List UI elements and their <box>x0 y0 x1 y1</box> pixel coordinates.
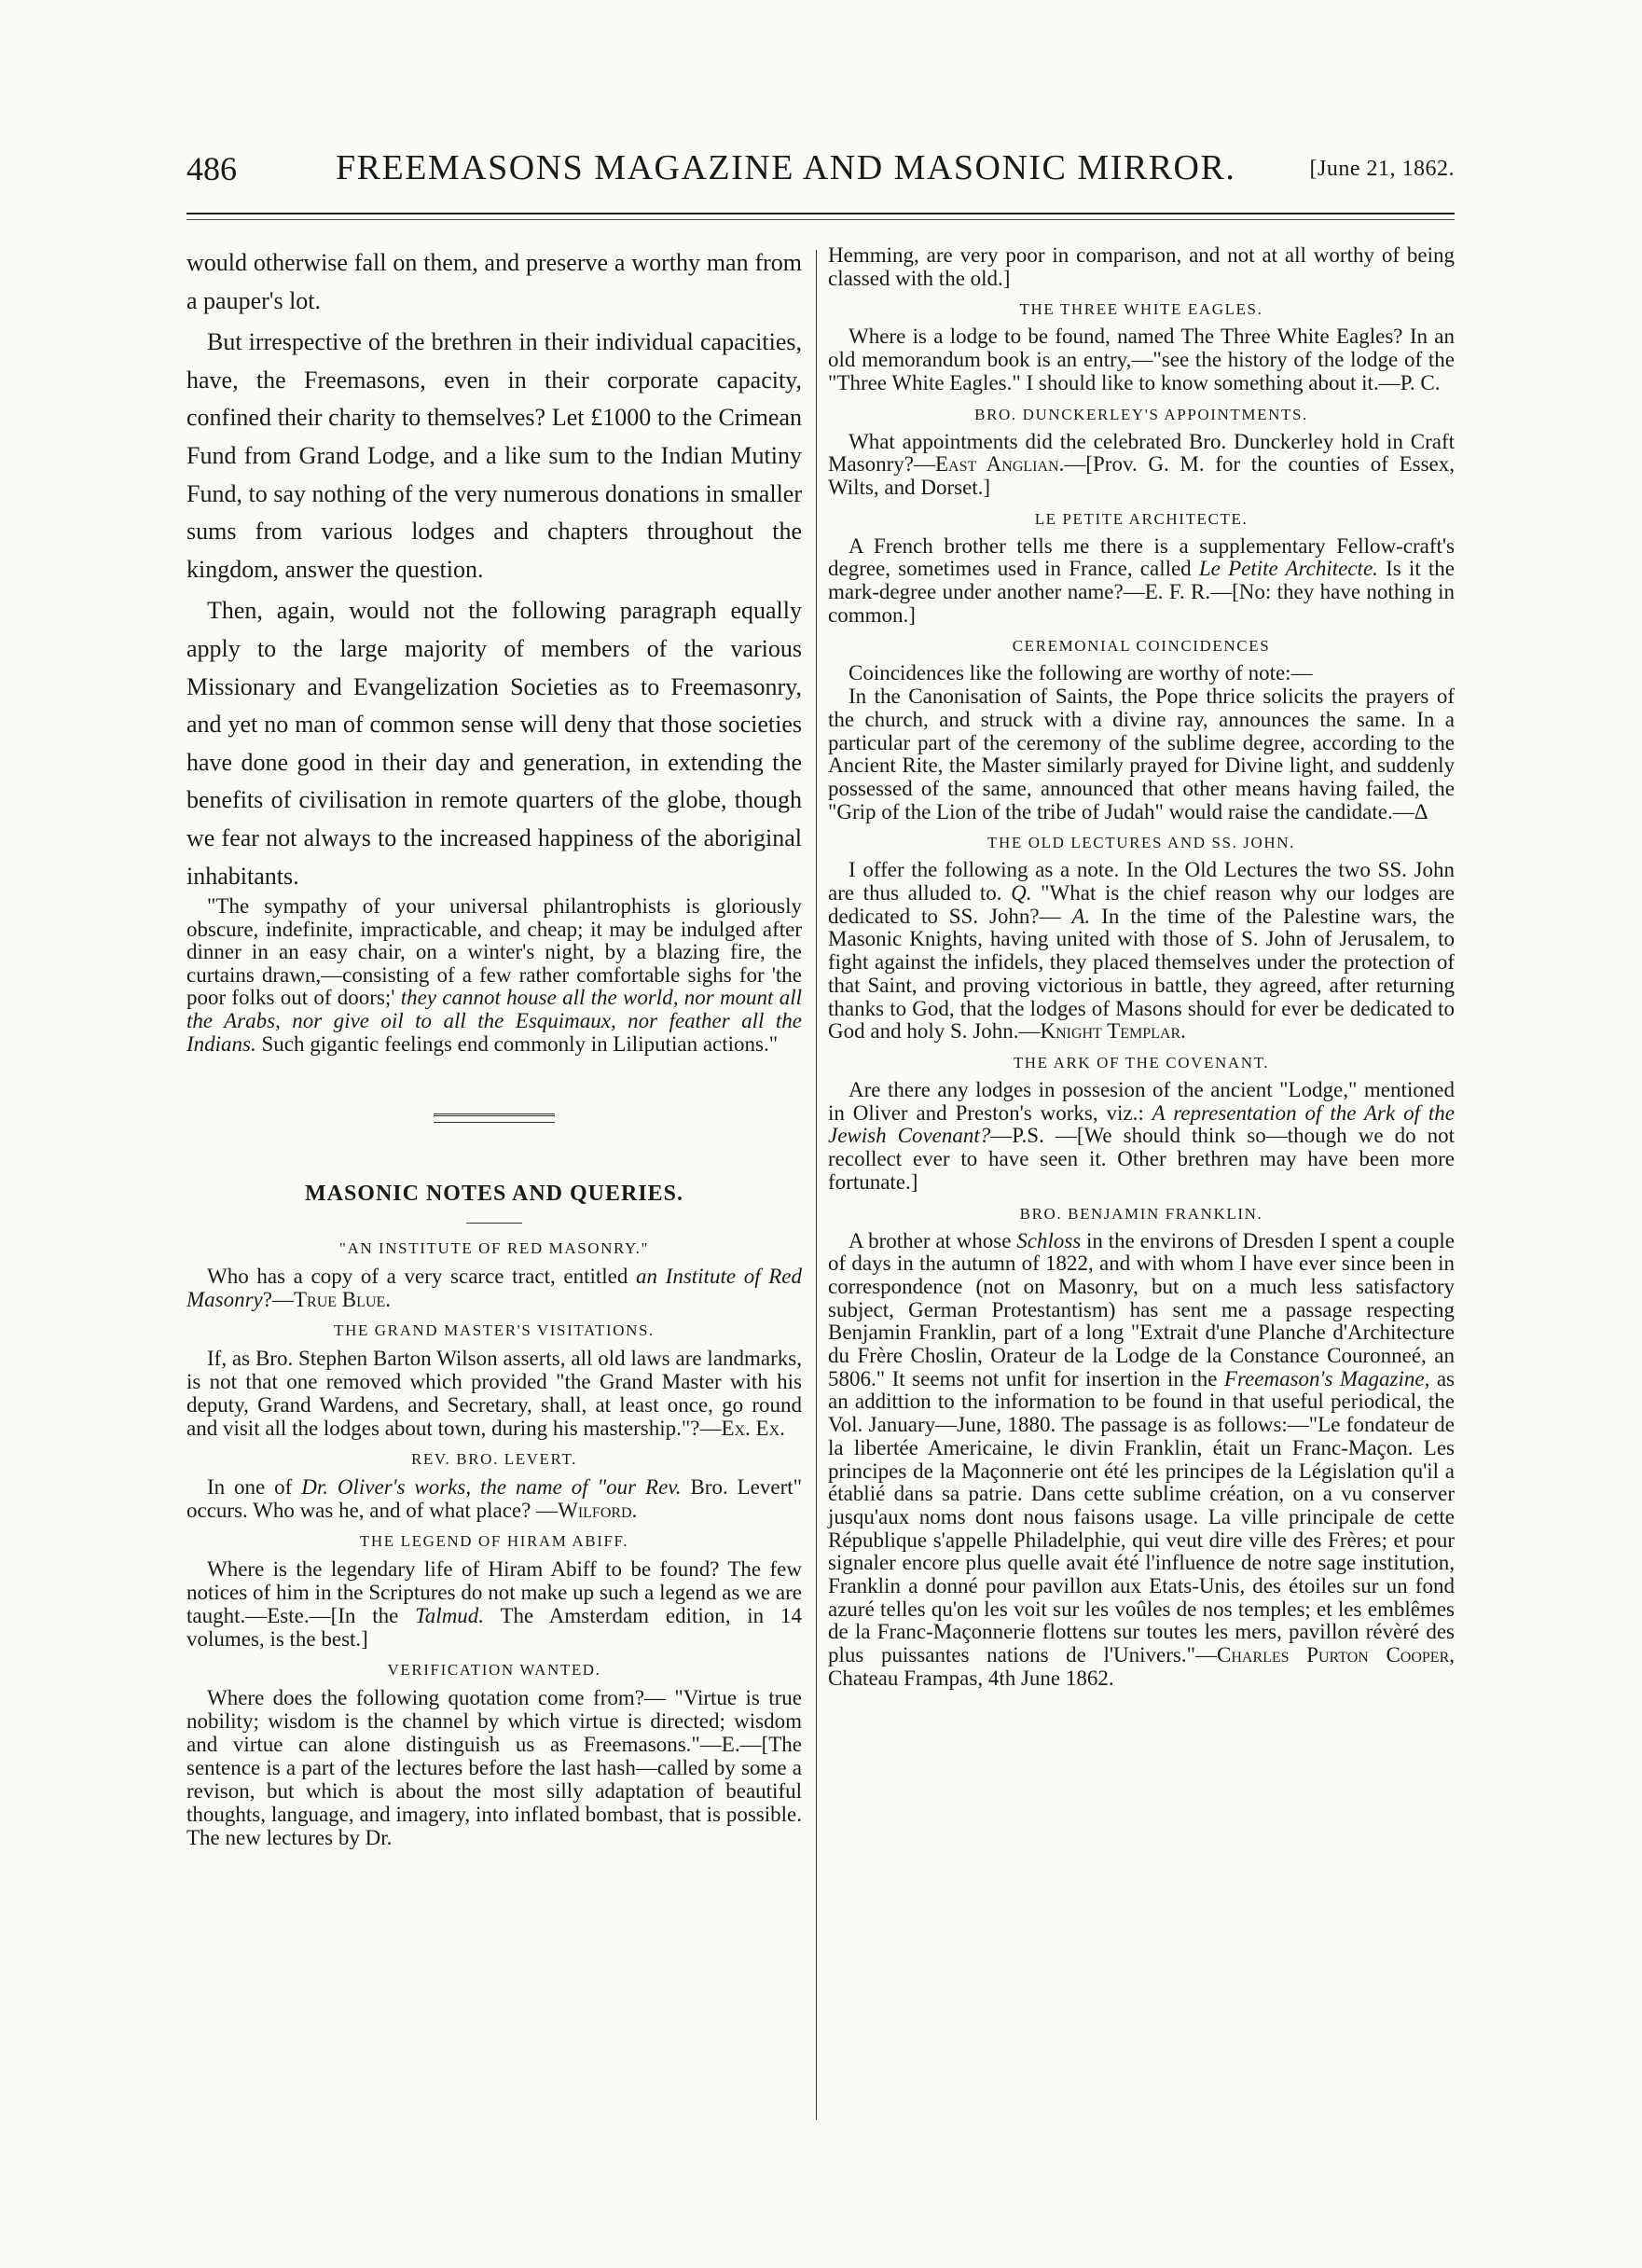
q8-text-b: Is it the mark-degree under another name?—E. F. R.—[No: they have nothing in common.] <box>828 557 1456 627</box>
query-text: Coincidences like the following are worthy of note:— <box>849 661 1313 685</box>
q3-text-italic: Dr. Oliver's works, the name of "our Rev. <box>301 1475 682 1500</box>
query-heading: THE GRAND MASTER'S VISITATIONS. <box>334 1321 655 1340</box>
q12-text-d: Chateau Frampas, 4th June 1862. <box>828 1666 1114 1690</box>
query-heading: BRO. DUNCKERLEY'S APPOINTMENTS. <box>974 405 1308 423</box>
query-text <box>828 859 1455 1044</box>
q1-signature: True Blue. <box>294 1288 391 1312</box>
query-text <box>828 1079 1455 1195</box>
continued-paragraph: would otherwise fall on them, and preserve a worthy man from a pauper's lot. <box>186 249 802 314</box>
q1-text-a: Who has a copy of a very scarce tract, entitled <box>207 1265 637 1289</box>
query-text: Where is a lodge to be found, named The Three White Eagles? In an old memorandum book is an entry,—"see the history of the lodge of the "Three White Eagles." I should like to know something about it.—P. C. <box>828 325 1455 394</box>
query-heading: THE ARK OF THE COVENANT. <box>1013 1053 1270 1072</box>
query-text: Where does the following quotation come from?— "Virtue is true nobility; wisdom is the channel by which virtue is directed; wisdom and virtue can alone distinguish us as Freemasons."—E.—[The sentence is a part of the lectures before the last hash—called by some a revison, but which is about the most silly adaptation of beautiful thoughts, language, and imagery, into inflated bombast, that is possible. The new lectures by Dr. <box>186 1686 802 1850</box>
quote-text-b: Such gigantic feelings end commonly in Liliputian actions." <box>255 1031 779 1056</box>
header-rule-thin <box>186 219 1455 220</box>
query-heading: REV. BRO. LEVERT. <box>410 1450 578 1469</box>
query-heading: LE PETITE ARCHITECTE. <box>1034 509 1249 528</box>
query-text <box>828 1230 1455 1691</box>
query-text <box>828 535 1455 628</box>
q3-signature: Wilford. <box>558 1499 638 1523</box>
q11-text-b: —P.S. —[We should think so—though we do not recollect ever to have seen it. Other brethren may have been more fortunate.] <box>828 1124 1455 1194</box>
q2-text: If, as Bro. Stephen Barton Wilson asserts, all old laws are landmarks, is not that one removed which provided "the Grand Master with his deputy, Grand Wardens, and Secretary, shall, at least once, go round and visit all the lodges about town, during his mastership."?— <box>186 1347 802 1441</box>
masthead <box>186 140 1455 196</box>
q10-a: A. <box>1071 904 1091 928</box>
query-text: In the Canonisation of Saints, the Pope thrice solicits the prayers of the church, and struck with a divine ray, announces the same. In a particular part of the ceremony of the sublime degree, according to the Ancient Rite, the Master similarly prayed for Divine light, and suddenly possessed of the same, announced that other means having failed, the "Grip of the Lion of the tribe of Judah" would raise the candidate.—Δ <box>828 685 1455 823</box>
q11-text-italic: A representation of the Ark of the Jewish Covenant? <box>828 1100 1455 1148</box>
quote-text-a: "The sympathy of your universal philantrophists is gloriously obscure, indefinite, impracticable, and cheap; it may be indulged after dinner in an easy chair, on a winter's night, by a blazing fire, the curtains drawn,—consisting of a few rather comfortable sighs for 'the poor folks out of doors;' <box>186 894 802 1010</box>
paragraph-societies: Then, again, would not the following paragraph equally apply to the large majority of members of the various Missionary and Evangelization Societies as to Freemasonry, and yet no man of common sense will deny that those societies have done good in their day and generation, in extending the benefits of civilisation in remote quarters of the globe, though we fear not always to the increased happiness of the aboriginal inhabitants. <box>186 597 802 890</box>
q10-signature: Knight Templar. <box>1040 1019 1186 1044</box>
q12-signature: Charles Purton Cooper, <box>1217 1643 1455 1667</box>
q4-text-italic: Talmud. <box>415 1604 485 1628</box>
quote-text-italic: they cannot house all the world, nor mount all the Arabs, nor give oil to all the Esquimaux, nor feather all the Indians. <box>186 986 802 1056</box>
query-heading: THE OLD LECTURES AND SS. JOHN. <box>987 834 1295 852</box>
q2-signature: Ex. Ex. <box>721 1417 785 1441</box>
header-rule <box>186 213 1455 214</box>
right-column <box>828 244 1455 1691</box>
q12-text-c: as an addittion to the information to be found in that useful periodical, the Vol. January—June, 1880. The passage is as follows:—"Le fondateur de la libertée Americaine, le divin Franklin, était un Franc-Maçon. Les principes de la Maçonnerie ont été les principes de la Législation qu'il a établié dans sa patrie. Dans cette sublime création, on a vu conserver jusqu'aux noms dont nous faisons usage. La ville principale de cette République s'appelle Philadelphie, qui veut dire ville des Frères; et pour signaler encore plus quelle avait été l'influence de notre sage institution, Franklin a donné pour pavillon aux Etats-Unis, des étoiles sur un fond azuré telles qu'on les voit sur les voûles de nos temples; et les emblêmes de la Franc-Maçonnerie flottens sur toutes les mers, pavillon révèré des plus puissantes nations de l'Univers."— <box>828 1366 1456 1667</box>
philanthropists-quote <box>186 895 802 1056</box>
query-heading: THE LEGEND OF HIRAM ABIFF. <box>359 1532 629 1551</box>
section-title-rule <box>466 1223 522 1224</box>
q10-text-b: "What is the chief reason why our lodges are dedicated to SS. John?— <box>828 881 1455 928</box>
q12-text-italic-2: Freemason's Magazine, <box>1223 1366 1430 1390</box>
q1-text-b: ?— <box>262 1288 294 1312</box>
q7-signature: East Anglian. <box>934 452 1065 477</box>
query-heading: "AN INSTITUTE OF RED MASONRY." <box>338 1239 650 1258</box>
query-heading: VERIFICATION WANTED. <box>387 1661 601 1680</box>
q10-q: Q. <box>1011 881 1032 906</box>
q3-text-b: Bro. Levert" occurs. Who was he, and of what place? — <box>186 1475 803 1523</box>
q12-text-italic-1: Schloss <box>1016 1228 1082 1252</box>
query-text <box>186 1557 802 1651</box>
q10-text-a: I offer the following as a note. In the Old Lectures the two SS. John are thus alluded to. <box>828 858 1455 906</box>
query-text <box>186 1265 802 1311</box>
q7-text-b: —[Prov. G. M. for the counties of Essex, Wilts, and Dorset.] <box>828 452 1456 499</box>
q12-text-a: A brother at whose <box>849 1228 1017 1252</box>
query-text <box>828 431 1455 500</box>
q7-text-a: What appointments did the celebrated Bro. Dunckerley hold in Craft Masonry?— <box>828 429 1455 477</box>
query-heading: CEREMONIAL COINCIDENCES <box>1012 637 1271 656</box>
magazine-title: FREEMASONS MAGAZINE AND MASONIC MIRROR. <box>336 148 1236 187</box>
column-divider <box>816 250 817 2120</box>
q4-text-b: The Amsterdam edition, in 14 volumes, is the best.] <box>186 1604 802 1652</box>
q4-text-a: Where is the legendary life of Hiram Abiff to be found? The few notices of him in the Scriptures do not make up such a legend as we are taught.—Este.—[In the <box>186 1557 802 1628</box>
q8-text-a: A French brother tells me there is a supplementary Fellow-craft's degree, sometimes used in France, called <box>828 533 1455 581</box>
q3-text-a: In one of <box>207 1475 302 1500</box>
left-column <box>186 244 802 1849</box>
q11-text-a: Are there any lodges in possesion of the ancient "Lodge," mentioned in Oliver and Preston's works, viz.: <box>828 1077 1455 1125</box>
q1-text-italic: an Institute of Red Masonry <box>186 1265 802 1312</box>
query-text <box>186 1475 802 1522</box>
q10-text-c: In the time of the Palestine wars, the Masonic Knights, having united with those of S. John of Jerusalem, to fight against the infidels, they placed themselves under the protection of that Saint, and proving victorious in battle, they agreed, after returning thanks to God, that the lodges of Masons should for ever be dedicated to God and holy S. John.— <box>828 904 1456 1044</box>
q12-text-b: in the environs of Dresden I spent a couple of days in the autumn of 1822, and with whom I have ever since been in correspondence (not on Masonry, but on a much less satisfactory subject, German Protestantism) has sent me a passage respecting Benjamin Franklin, part of a long "Extrait d'une Planche d'Architecture du Frère Choslin, Orateur de la Lodge de la Constance Couronneé, an 5806." It seems not unfit for insertion in the <box>828 1228 1455 1390</box>
query-heading: BRO. BENJAMIN FRANKLIN. <box>1019 1204 1263 1223</box>
query-continued: Hemming, are very poor in comparison, and not at all worthy of being classed with the old.] <box>828 243 1455 290</box>
query-text <box>186 1347 802 1440</box>
section-title: MASONIC NOTES AND QUERIES. <box>304 1182 684 1207</box>
query-heading: THE THREE WHITE EAGLES. <box>1019 300 1263 319</box>
paragraph-charity: But irrespective of the brethren in their individual capacities, have, the Freemasons, even in their corporate capacity, confined their charity to themselves? Let £1000 to the Crimean Fund from Grand Lodge, and a like sum to the Indian Mutiny Fund, to say nothing of the very numerous donations in smaller sums from various lodges and chapters throughout the kingdom, answer the question. <box>186 328 802 583</box>
issue-date: [June 21, 1862. <box>1309 157 1455 181</box>
q8-text-italic: Le Petite Architecte. <box>1198 557 1378 581</box>
section-separator <box>434 1113 555 1123</box>
page-number: 486 <box>186 150 237 187</box>
